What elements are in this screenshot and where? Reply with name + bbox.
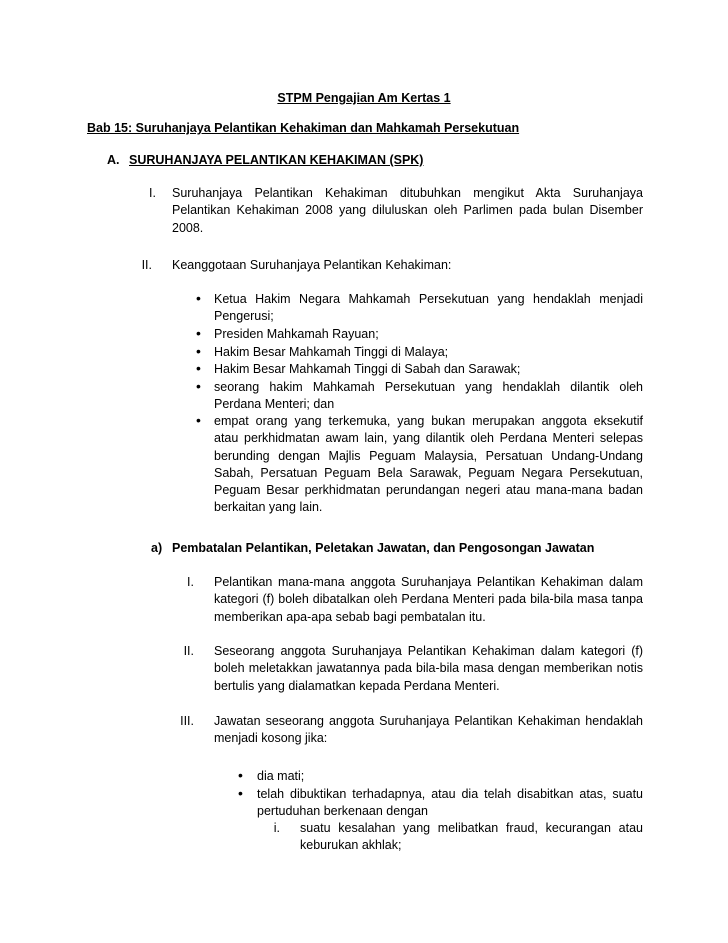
section-a-item-text: Keanggotaan Suruhanjaya Pelantikan Kehakiman: [172,258,452,272]
sub-condition-text: suatu kesalahan yang melibatkan fraud, kecurangan atau keburukan akhlak; [300,821,643,853]
member-list-item: Hakim Besar Mahkamah Tinggi di Malaya; [214,345,449,359]
bullet-icon: • [238,785,243,801]
section-a-item-text: Suruhanjaya Pelantikan Kehakiman ditubuhkan mengikut Akta Suruhanjaya Pelantikan Kehakiman 2008 yang diluluskan oleh Parlimen pada bulan Disember 2008. [172,186,643,235]
bullet-icon: • [238,767,243,783]
subsection-a-marker: a) [151,541,163,555]
bullet-icon: • [196,325,201,341]
subsection-item-marker: III. [180,714,194,728]
subsection-item-marker: II. [183,644,194,658]
subsection-item-text: Jawatan seseorang anggota Suruhanjaya Pelantikan Kehakiman hendaklah menjadi kosong jika: [214,714,643,746]
section-a-heading: SURUHANJAYA PELANTIKAN KEHAKIMAN (SPK) [129,153,424,167]
condition-item: telah dibuktikan terhadapnya, atau dia telah disabitkan atas, suatu pertuduhan berkenaan dengan [257,787,643,819]
subsection-item-text: Pelantikan mana-mana anggota Suruhanjaya Pelantikan Kehakiman dalam kategori (f) boleh dibatalkan oleh Perdana Menteri pada bila-bila masa tanpa memberikan apa-apa sebab bagi pembatalan itu. [214,575,643,624]
member-list-item: seorang hakim Mahkamah Persekutuan yang hendaklah dilantik oleh Perdana Menteri; dan [214,380,643,412]
member-list-item: Hakim Besar Mahkamah Tinggi di Sabah dan Sarawak; [214,362,521,376]
section-a-marker: A. [107,153,120,167]
sub-condition-marker: i. [273,821,280,835]
subsection-item-marker: I. [187,575,194,589]
bullet-icon: • [196,378,201,394]
chapter-title: Bab 15: Suruhanjaya Pelantikan Kehakiman dan Mahkamah Persekutuan [87,121,520,135]
bullet-icon: • [196,290,201,306]
member-list-item: Ketua Hakim Negara Mahkamah Persekutuan yang hendaklah menjadi Pengerusi; [214,292,643,324]
bullet-icon: • [196,360,201,376]
section-a-item-marker: I. [149,186,156,200]
member-list-item: empat orang yang terkemuka, yang bukan merupakan anggota eksekutif atau perkhidmatan awam lain, yang dilantik oleh Perdana Menteri selepas berunding dengan Majlis Peguam Malaysia, Persatuan Undang-Undang Sabah, Persatuan Peguam Bela Sarawak, Peguam Negara Persekutuan, Peguam Besar perkhidmatan perundangan negeri atau mana-mana badan berkaitan yang lain. [214,414,643,515]
section-a-item-marker: II. [141,258,152,272]
subsection-a-heading: Pembatalan Pelantikan, Peletakan Jawatan, dan Pengosongan Jawatan [172,541,595,555]
bullet-icon: • [196,343,201,359]
subsection-item-text: Seseorang anggota Suruhanjaya Pelantikan Kehakiman dalam kategori (f) boleh meletakkan jawatannya pada bila-bila masa dengan memberikan notis bertulis yang dialamatkan kepada Perdana Menteri. [214,644,643,693]
member-list-item: Presiden Mahkamah Rayuan; [214,327,379,341]
condition-item: dia mati; [257,769,305,783]
bullet-icon: • [196,412,201,428]
document-title: STPM Pengajian Am Kertas 1 [277,91,451,105]
